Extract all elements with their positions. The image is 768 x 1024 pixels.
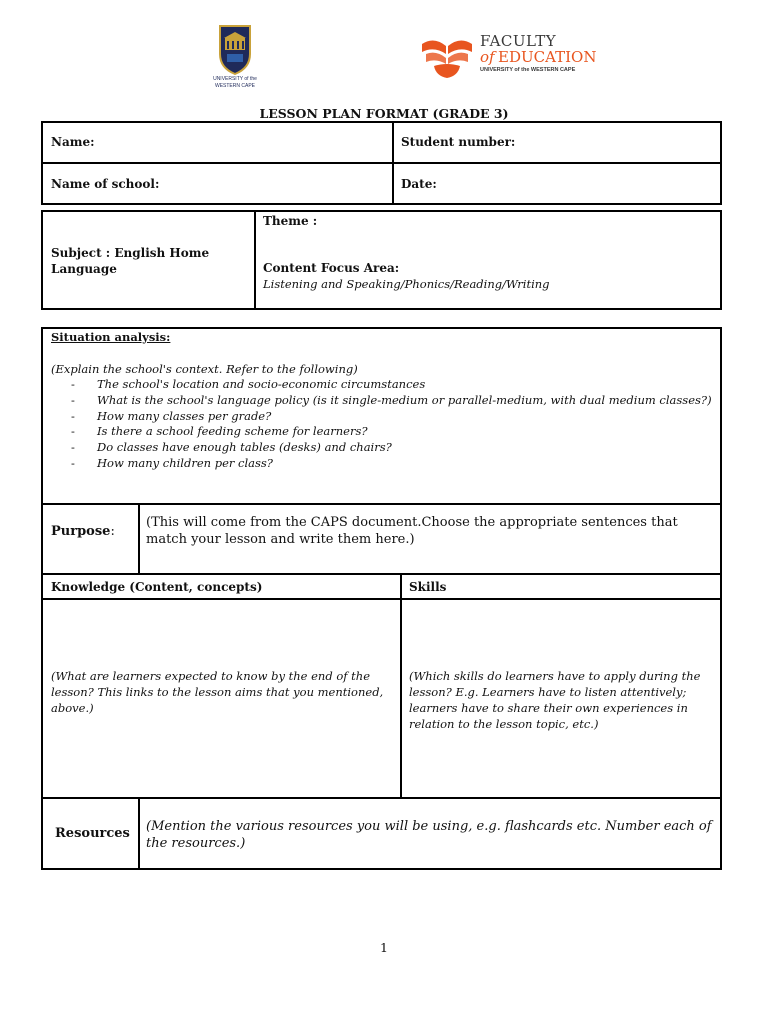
info-table-column-divider bbox=[392, 121, 394, 205]
education-text: EDUCATION bbox=[498, 48, 597, 66]
page-title: LESSON PLAN FORMAT (GRADE 3) bbox=[259, 106, 509, 121]
school-name-label: Name of school: bbox=[51, 177, 160, 191]
resources-label: Resources bbox=[55, 826, 130, 841]
content-focus-label: Content Focus Area: bbox=[263, 261, 400, 275]
purpose-label-text: Purpose bbox=[51, 524, 111, 539]
list-item: - How many children per class? bbox=[45, 456, 720, 472]
purpose-row-top bbox=[41, 503, 722, 505]
uwc-logo bbox=[200, 24, 270, 92]
purpose-label bbox=[51, 524, 115, 539]
faculty-of-education-logo bbox=[418, 32, 608, 80]
situation-analysis-intro: (Explain the school's context. Refer to the following) bbox=[51, 362, 358, 376]
knowledge-header-bottom bbox=[41, 598, 722, 600]
uwc-logo-text-1: UNIVERSITY of the bbox=[213, 76, 257, 82]
student-number-label: Student number: bbox=[401, 135, 516, 149]
of-text: of bbox=[480, 48, 495, 66]
list-item: - Is there a school feeding scheme for learners? bbox=[45, 424, 720, 440]
list-item: - The school's location and socio-economic circumstances bbox=[45, 377, 720, 393]
purpose-text: (This will come from the CAPS document.Choose the appropriate sentences that match your lesson and write them here.) bbox=[146, 515, 678, 547]
subject-table-column-divider bbox=[254, 210, 256, 310]
faculty-university-text: UNIVERSITY of the WESTERN CAPE bbox=[480, 67, 576, 73]
content-focus-value: Listening and Speaking/Phonics/Reading/Writing bbox=[263, 277, 550, 291]
name-label: Name: bbox=[51, 135, 95, 149]
list-item: - Do classes have enough tables (desks) and chairs? bbox=[45, 440, 720, 456]
knowledge-header: Knowledge (Content, concepts) bbox=[51, 580, 263, 594]
subject-label: Subject : English Home Language bbox=[51, 246, 210, 276]
resources-column-divider bbox=[138, 797, 140, 870]
list-item: - How many classes per grade? bbox=[45, 409, 720, 425]
theme-label: Theme : bbox=[263, 214, 318, 228]
list-item: - What is the school's language policy (is it single-medium or parallel-medium, with dual medium classes?) bbox=[45, 393, 720, 409]
knowledge-skills-divider bbox=[400, 573, 402, 799]
resources-text: (Mention the various resources you will be using, e.g. flashcards etc. Number each of the resources.) bbox=[146, 819, 712, 851]
situation-analysis-list bbox=[45, 377, 720, 472]
purpose-label-colon: : bbox=[110, 524, 115, 539]
skills-header: Skills bbox=[409, 580, 447, 594]
skills-text: (Which skills do learners have to apply during the lesson? E.g. Learners have to listen attentively; learners have to share their own experiences in relation to the lesson topic, etc.) bbox=[409, 669, 701, 731]
faculty-text: FACULTY bbox=[480, 32, 557, 50]
purpose-column-divider bbox=[138, 503, 140, 574]
situation-analysis-heading: Situation analysis: bbox=[51, 330, 171, 344]
uwc-crest-icon bbox=[200, 24, 270, 76]
uwc-logo-text-2: WESTERN CAPE bbox=[214, 83, 255, 89]
knowledge-header-top bbox=[41, 573, 722, 575]
info-table-divider bbox=[41, 162, 722, 164]
open-book-icon bbox=[418, 32, 476, 80]
resources-row-top bbox=[41, 797, 722, 799]
page-number: 1 bbox=[380, 940, 388, 955]
date-label: Date: bbox=[401, 177, 437, 191]
knowledge-text: (What are learners expected to know by the end of the lesson? This links to the lesson aims that you mentioned, above.) bbox=[51, 669, 384, 715]
